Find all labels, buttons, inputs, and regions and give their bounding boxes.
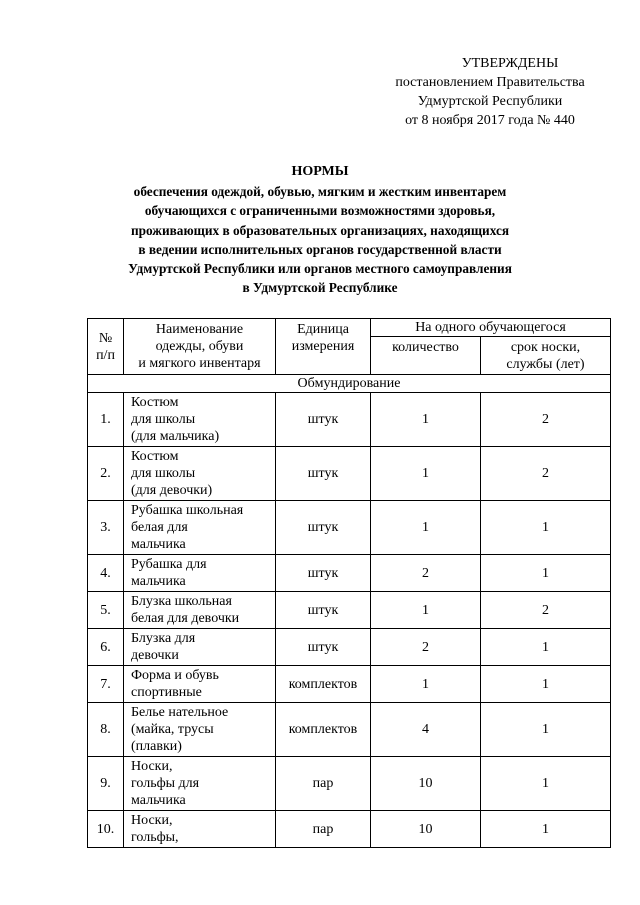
row-unit: штук bbox=[276, 393, 371, 447]
row-quantity: 2 bbox=[371, 555, 481, 592]
row-quantity: 1 bbox=[371, 666, 481, 703]
table-row bbox=[88, 757, 611, 811]
approval-line-2: постановлением Правительства bbox=[395, 75, 585, 90]
header-quantity: количество bbox=[371, 337, 481, 375]
header-per-student: На одного обучающегося bbox=[371, 319, 611, 337]
header-term: срок носки, службы (лет) bbox=[481, 337, 611, 375]
subtitle-line: обеспечения одеждой, обувью, мягким и жестким инвентарем bbox=[133, 184, 507, 199]
table-row bbox=[88, 501, 611, 555]
row-num: 1. bbox=[88, 393, 124, 447]
row-num: 5. bbox=[88, 592, 124, 629]
row-name: Костюм для школы (для девочки) bbox=[124, 447, 276, 501]
row-num: 2. bbox=[88, 447, 124, 501]
row-unit: пар bbox=[276, 811, 371, 848]
row-num: 9. bbox=[88, 757, 124, 811]
header-num: № п/п bbox=[88, 319, 124, 375]
row-unit: штук bbox=[276, 629, 371, 666]
subtitle-line: в Удмуртской Республике bbox=[242, 280, 398, 296]
row-name: Блузка для девочки bbox=[124, 629, 276, 666]
row-unit: штук bbox=[276, 555, 371, 592]
row-name: Рубашка школьная белая для мальчика bbox=[124, 501, 276, 555]
row-term: 2 bbox=[481, 592, 611, 629]
row-quantity: 2 bbox=[371, 629, 481, 666]
subtitle-line: обучающихся с ограниченными возможностями здоровья, bbox=[144, 203, 496, 219]
row-name: Белье нательное (майка, трусы (плавки) bbox=[124, 703, 276, 757]
row-term: 2 bbox=[481, 393, 611, 447]
row-name: Рубашка для мальчика bbox=[124, 555, 276, 592]
approval-stamp bbox=[370, 54, 610, 130]
subtitle-line: Удмуртской Республики или органов местного самоуправления bbox=[128, 261, 512, 277]
row-num: 7. bbox=[88, 666, 124, 703]
row-unit: штук bbox=[276, 592, 371, 629]
table-row bbox=[88, 811, 611, 848]
row-num: 6. bbox=[88, 629, 124, 666]
row-name: Блузка школьная белая для девочки bbox=[124, 592, 276, 629]
approval-line-3: Удмуртской Республики bbox=[417, 94, 563, 109]
document-title: НОРМЫ bbox=[291, 164, 349, 179]
row-name: Носки, гольфы для мальчика bbox=[124, 757, 276, 811]
row-term: 1 bbox=[481, 629, 611, 666]
row-quantity: 1 bbox=[371, 447, 481, 501]
row-name: Носки, гольфы, bbox=[124, 811, 276, 848]
table-header-row bbox=[88, 319, 611, 337]
table-row bbox=[88, 555, 611, 592]
section-label: Обмундирование bbox=[88, 375, 611, 393]
header-unit: Единица измерения bbox=[276, 319, 371, 375]
table-row bbox=[88, 666, 611, 703]
row-term: 1 bbox=[481, 666, 611, 703]
section-row bbox=[88, 375, 611, 393]
row-term: 1 bbox=[481, 811, 611, 848]
row-quantity: 4 bbox=[371, 703, 481, 757]
row-quantity: 10 bbox=[371, 811, 481, 848]
subtitle-line: в ведении исполнительных органов государственной власти bbox=[138, 241, 502, 257]
row-term: 1 bbox=[481, 555, 611, 592]
row-unit: комплектов bbox=[276, 666, 371, 703]
row-term: 1 bbox=[481, 703, 611, 757]
row-name: Костюм для школы (для мальчика) bbox=[124, 393, 276, 447]
row-term: 1 bbox=[481, 501, 611, 555]
row-unit: штук bbox=[276, 501, 371, 555]
approval-line-4: от 8 ноября 2017 года № 440 bbox=[405, 113, 575, 128]
subtitle-line: проживающих в образовательных организациях, находящихся bbox=[130, 222, 510, 238]
row-term: 1 bbox=[481, 757, 611, 811]
table-row bbox=[88, 703, 611, 757]
row-quantity: 1 bbox=[371, 393, 481, 447]
header-name: Наименование одежды, обуви и мягкого инвентаря bbox=[124, 319, 276, 375]
table-row bbox=[88, 629, 611, 666]
approval-line-1: УТВЕРЖДЕНЫ bbox=[461, 56, 559, 71]
row-quantity: 1 bbox=[371, 501, 481, 555]
document-subtitle bbox=[60, 182, 580, 298]
row-unit: комплектов bbox=[276, 703, 371, 757]
row-num: 3. bbox=[88, 501, 124, 555]
row-num: 10. bbox=[88, 811, 124, 848]
row-quantity: 1 bbox=[371, 592, 481, 629]
row-name: Форма и обувь спортивные bbox=[124, 666, 276, 703]
row-term: 2 bbox=[481, 447, 611, 501]
norms-table bbox=[87, 318, 611, 848]
row-unit: штук bbox=[276, 447, 371, 501]
table-row bbox=[88, 592, 611, 629]
row-quantity: 10 bbox=[371, 757, 481, 811]
table-row bbox=[88, 447, 611, 501]
row-unit: пар bbox=[276, 757, 371, 811]
row-num: 8. bbox=[88, 703, 124, 757]
table-row bbox=[88, 393, 611, 447]
row-num: 4. bbox=[88, 555, 124, 592]
